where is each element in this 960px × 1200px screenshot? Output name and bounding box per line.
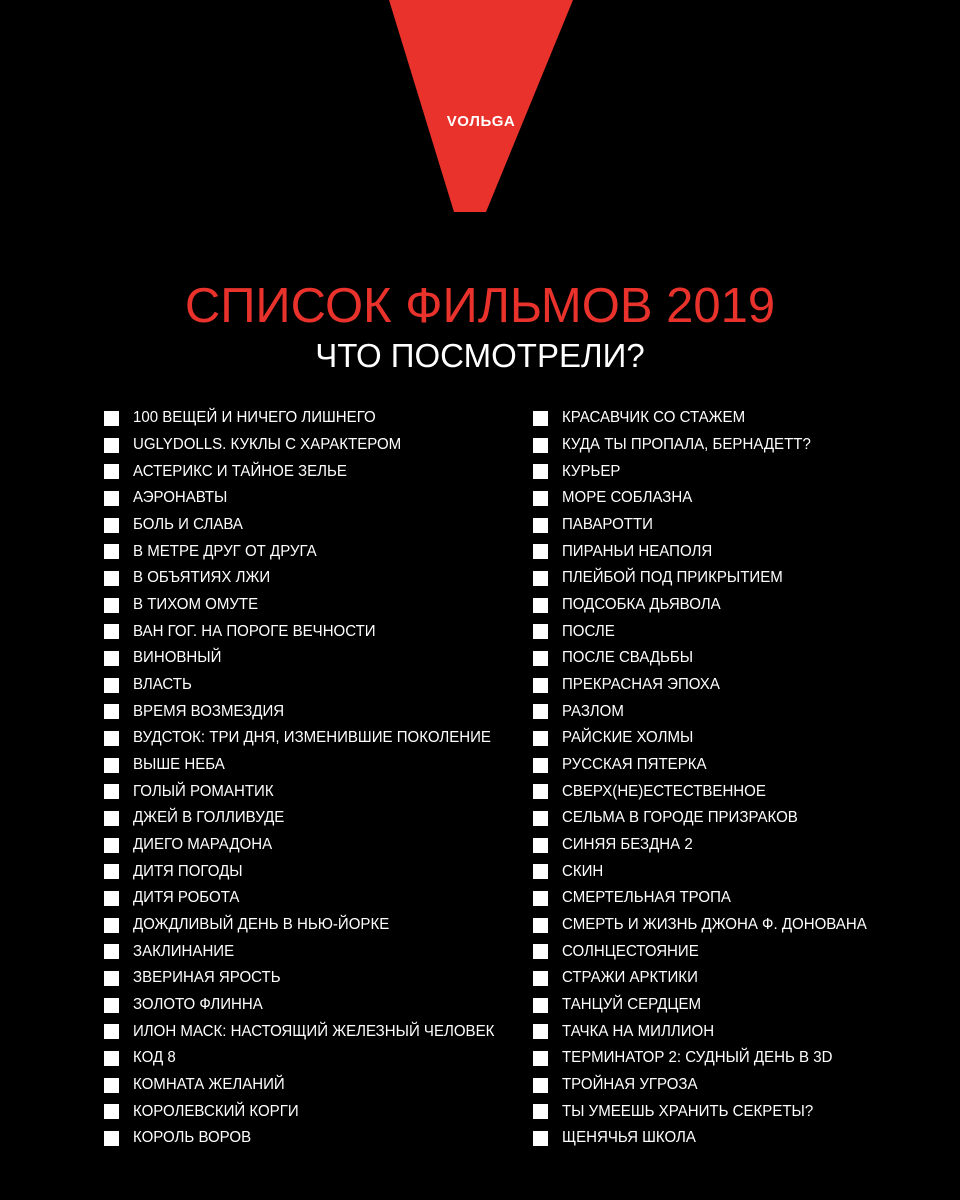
checkbox[interactable] [104, 678, 119, 693]
checklist-item[interactable] [104, 1045, 524, 1072]
checkbox[interactable] [533, 518, 548, 533]
film-title: МОРЕ СОБЛАЗНА [562, 489, 693, 507]
film-title: ПИРАНЬИ НЕАПОЛЯ [562, 542, 713, 560]
checklist-item[interactable] [533, 485, 953, 512]
checkbox[interactable] [104, 1131, 119, 1146]
checklist-item[interactable] [104, 538, 524, 565]
checkbox[interactable] [533, 491, 548, 506]
checklist-item[interactable] [533, 458, 953, 485]
checkbox[interactable] [533, 438, 548, 453]
checkbox[interactable] [104, 838, 119, 853]
film-title: СЕЛЬМА В ГОРОДЕ ПРИЗРАКОВ [562, 809, 798, 827]
checkbox[interactable] [533, 678, 548, 693]
checkbox[interactable] [104, 464, 119, 479]
checklist-item[interactable] [104, 858, 524, 885]
checklist-item[interactable] [533, 805, 953, 832]
checklist-item[interactable] [533, 1098, 953, 1125]
checklist-item[interactable] [533, 672, 953, 699]
film-title: ЗВЕРИНАЯ ЯРОСТЬ [133, 969, 281, 987]
checklist-item[interactable] [533, 965, 953, 992]
film-title: ВИНОВНЫЙ [133, 649, 222, 667]
checklist-item[interactable] [533, 992, 953, 1019]
checkbox[interactable] [104, 918, 119, 933]
checkbox[interactable] [533, 838, 548, 853]
page-subtitle: ЧТО ПОСМОТРЕЛИ? [315, 337, 645, 374]
checklist-item[interactable] [533, 725, 953, 752]
checkbox[interactable] [533, 1078, 548, 1093]
film-title: КОД 8 [133, 1049, 176, 1067]
logo-text: VOЛЬGA [446, 113, 516, 130]
film-title: СКИН [562, 862, 604, 880]
checkbox[interactable] [104, 1051, 119, 1066]
checkbox[interactable] [104, 731, 119, 746]
checklist-item[interactable] [104, 645, 524, 672]
film-title: ДИТЯ ПОГОДЫ [133, 862, 243, 880]
checkbox[interactable] [104, 598, 119, 613]
film-title: РУССКАЯ ПЯТЕРКА [562, 756, 707, 774]
checklist-item[interactable] [104, 458, 524, 485]
checklist-item[interactable] [104, 485, 524, 512]
checklist-item[interactable] [104, 512, 524, 539]
red-funnel-shape [389, 0, 573, 212]
checklist-item[interactable] [533, 645, 953, 672]
checkbox[interactable] [533, 918, 548, 933]
checkbox[interactable] [104, 1104, 119, 1119]
checkbox[interactable] [104, 971, 119, 986]
checklist-item[interactable] [104, 405, 524, 432]
film-title: СМЕРТЕЛЬНАЯ ТРОПА [562, 889, 731, 907]
checkbox[interactable] [104, 571, 119, 586]
film-title: ДИЕГО МАРАДОНА [133, 836, 273, 854]
checkbox[interactable] [104, 544, 119, 559]
film-title: КОРОЛЬ ВОРОВ [133, 1129, 252, 1147]
checklist-item[interactable] [533, 592, 953, 619]
film-title: СВЕРХ(НЕ)ЕСТЕСТВЕННОЕ [562, 782, 766, 800]
checklist-item[interactable] [104, 1018, 524, 1045]
checklist-item[interactable] [104, 432, 524, 459]
checklist-item[interactable] [533, 512, 953, 539]
film-title: ВАН ГОГ. НА ПОРОГЕ ВЕЧНОСТИ [133, 622, 376, 640]
film-title: ТАНЦУЙ СЕРДЦЕМ [562, 996, 702, 1014]
film-title: КУРЬЕР [562, 462, 621, 480]
checkbox[interactable] [533, 598, 548, 613]
checkbox[interactable] [533, 411, 548, 426]
checklist-right-column [533, 405, 953, 1152]
checkbox[interactable] [104, 864, 119, 879]
checklist-item[interactable] [533, 832, 953, 859]
checkbox[interactable] [104, 624, 119, 639]
film-title: В МЕТРЕ ДРУГ ОТ ДРУГА [133, 542, 317, 560]
film-title: ПЛЕЙБОЙ ПОД ПРИКРЫТИЕМ [562, 569, 783, 587]
checklist-item[interactable] [533, 778, 953, 805]
checklist-item[interactable] [104, 618, 524, 645]
film-title: СИНЯЯ БЕЗДНА 2 [562, 836, 693, 854]
checklist-item[interactable] [533, 432, 953, 459]
checkbox[interactable] [104, 411, 119, 426]
film-title: АСТЕРИКС И ТАЙНОЕ ЗЕЛЬЕ [133, 462, 347, 480]
checkbox[interactable] [104, 518, 119, 533]
film-title: В ТИХОМ ОМУТЕ [133, 596, 259, 614]
checkbox[interactable] [104, 704, 119, 719]
film-title: СМЕРТЬ И ЖИЗНЬ ДЖОНА Ф. ДОНОВАНА [562, 916, 867, 934]
checklist-item[interactable] [104, 992, 524, 1019]
checklist-item[interactable] [104, 565, 524, 592]
checkbox[interactable] [533, 971, 548, 986]
checklist-item[interactable] [104, 885, 524, 912]
checkbox[interactable] [533, 651, 548, 666]
checklist-item[interactable] [104, 672, 524, 699]
film-title: ИЛОН МАСК: НАСТОЯЩИЙ ЖЕЛЕЗНЫЙ ЧЕЛОВЕК [133, 1022, 495, 1040]
checkbox[interactable] [533, 571, 548, 586]
checklist-item[interactable] [104, 805, 524, 832]
checkbox[interactable] [104, 891, 119, 906]
film-title: СОЛНЦЕСТОЯНИЕ [562, 942, 699, 960]
checklist-item[interactable] [104, 778, 524, 805]
checkbox[interactable] [104, 784, 119, 799]
checkbox[interactable] [104, 438, 119, 453]
film-title: КУДА ТЫ ПРОПАЛА, БЕРНАДЕТТ? [562, 436, 811, 453]
checkbox[interactable] [104, 998, 119, 1013]
film-title: ВУДСТОК: ТРИ ДНЯ, ИЗМЕНИВШИЕ ПОКОЛЕНИЕ [133, 729, 491, 747]
checklist-item[interactable] [104, 965, 524, 992]
film-title: ПРЕКРАСНАЯ ЭПОХА [562, 676, 720, 694]
checklist-item[interactable] [104, 832, 524, 859]
checklist-item[interactable] [533, 938, 953, 965]
checklist-item[interactable] [533, 1045, 953, 1072]
film-title: ДИТЯ РОБОТА [133, 889, 240, 907]
film-title: ДОЖДЛИВЫЙ ДЕНЬ В НЬЮ-ЙОРКЕ [133, 916, 390, 934]
checklist-item[interactable] [533, 405, 953, 432]
checklist-item[interactable] [104, 725, 524, 752]
checkbox[interactable] [533, 1051, 548, 1066]
checkbox[interactable] [533, 1104, 548, 1119]
film-title: ЗОЛОТО ФЛИННА [133, 996, 263, 1014]
checkbox[interactable] [104, 651, 119, 666]
checkbox[interactable] [533, 704, 548, 719]
film-title: СТРАЖИ АРКТИКИ [562, 969, 698, 987]
checklist-item[interactable] [533, 538, 953, 565]
film-title: В ОБЪЯТИЯХ ЛЖИ [133, 569, 271, 587]
checkbox[interactable] [104, 758, 119, 773]
checkbox[interactable] [533, 544, 548, 559]
film-title: КОМНАТА ЖЕЛАНИЙ [133, 1076, 285, 1094]
film-title: ЗАКЛИНАНИЕ [133, 942, 235, 960]
film-title: АЭРОНАВТЫ [133, 489, 228, 507]
film-title: ПАВАРОТТИ [562, 516, 653, 534]
checkbox[interactable] [533, 811, 548, 826]
checkbox[interactable] [533, 1024, 548, 1039]
checklist-item[interactable] [104, 1098, 524, 1125]
film-title: ТАЧКА НА МИЛЛИОН [562, 1022, 715, 1040]
checklist-item[interactable] [104, 592, 524, 619]
page-title: СПИСОК ФИЛЬМОВ 2019 [184, 279, 776, 333]
checkbox[interactable] [533, 624, 548, 639]
checkbox[interactable] [533, 1131, 548, 1146]
checklist-item[interactable] [104, 1125, 524, 1152]
checkbox[interactable] [104, 1024, 119, 1039]
film-title: UGLYDOLLS. КУКЛЫ С ХАРАКТЕРОМ [133, 436, 402, 453]
checklist-item[interactable] [533, 858, 953, 885]
checklist-item[interactable] [533, 912, 953, 939]
checkbox[interactable] [533, 891, 548, 906]
checklist-item[interactable] [533, 752, 953, 779]
checklist-item[interactable] [533, 698, 953, 725]
film-title: ВРЕМЯ ВОЗМЕЗДИЯ [133, 702, 285, 720]
checklist-item[interactable] [104, 912, 524, 939]
film-title: РАЗЛОМ [562, 702, 624, 720]
film-title: КОРОЛЕВСКИЙ КОРГИ [133, 1102, 299, 1120]
checkbox[interactable] [533, 864, 548, 879]
checkbox[interactable] [533, 464, 548, 479]
checkbox[interactable] [104, 811, 119, 826]
checkbox[interactable] [104, 944, 119, 959]
checkbox[interactable] [533, 731, 548, 746]
volga-logo [389, 0, 573, 212]
film-title: ТЫ УМЕЕШЬ ХРАНИТЬ СЕКРЕТЫ? [562, 1102, 814, 1120]
film-title: ТРОЙНАЯ УГРОЗА [562, 1076, 698, 1094]
film-title: ДЖЕЙ В ГОЛЛИВУДЕ [133, 809, 285, 827]
checklist-item[interactable] [533, 565, 953, 592]
film-title: ГОЛЫЙ РОМАНТИК [133, 782, 274, 800]
checklist-item[interactable] [104, 698, 524, 725]
film-title: ЩЕНЯЧЬЯ ШКОЛА [562, 1129, 696, 1147]
film-title: ВЫШЕ НЕБА [133, 756, 225, 774]
checklist-item[interactable] [104, 1072, 524, 1099]
checklist-left-column [104, 405, 524, 1152]
checkbox[interactable] [533, 784, 548, 799]
film-title: 100 ВЕЩЕЙ И НИЧЕГО ЛИШНЕГО [133, 409, 376, 427]
film-title: ТЕРМИНАТОР 2: СУДНЫЙ ДЕНЬ В 3D [562, 1049, 833, 1067]
checkbox[interactable] [104, 1078, 119, 1093]
film-title: РАЙСКИЕ ХОЛМЫ [562, 729, 694, 747]
film-title: ПОДСОБКА ДЬЯВОЛА [562, 596, 721, 614]
checklist-item[interactable] [533, 1018, 953, 1045]
checklist-item[interactable] [533, 885, 953, 912]
checklist-item[interactable] [533, 1125, 953, 1152]
checklist-item[interactable] [104, 752, 524, 779]
film-title: ПОСЛЕ СВАДЬБЫ [562, 649, 694, 667]
checklist-item[interactable] [533, 618, 953, 645]
checklist-item[interactable] [104, 938, 524, 965]
film-title: КРАСАВЧИК СО СТАЖЕМ [562, 409, 746, 427]
checkbox[interactable] [533, 944, 548, 959]
checkbox[interactable] [533, 998, 548, 1013]
checklist-item[interactable] [533, 1072, 953, 1099]
checkbox[interactable] [104, 491, 119, 506]
checkbox[interactable] [533, 758, 548, 773]
film-title: ВЛАСТЬ [133, 676, 192, 694]
film-title: БОЛЬ И СЛАВА [133, 516, 243, 534]
film-title: ПОСЛЕ [562, 622, 615, 640]
